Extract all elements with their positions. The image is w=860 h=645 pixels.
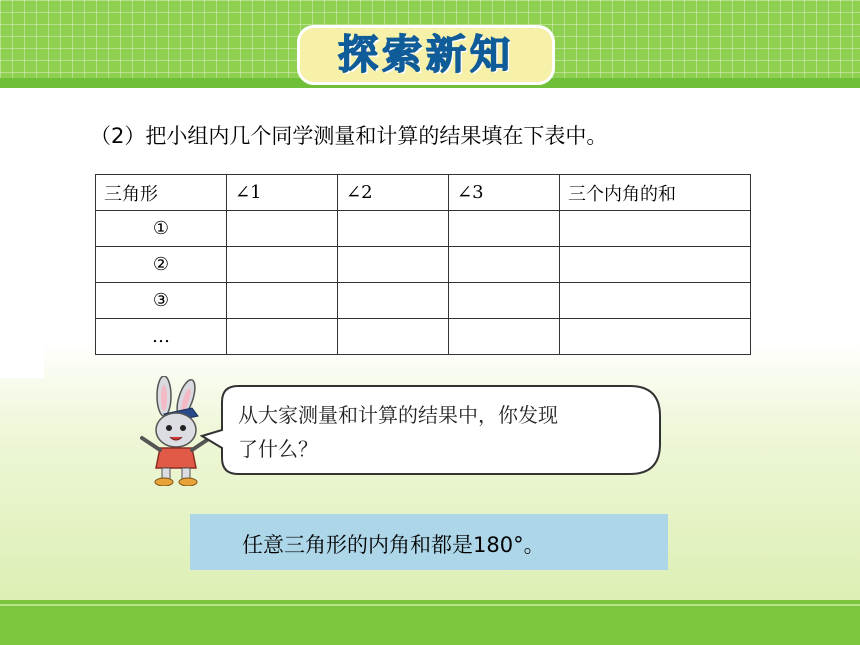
table-cell [560, 283, 751, 319]
question-text: （2）把小组内几个同学测量和计算的结果填在下表中。 [90, 124, 608, 148]
footer-bar [0, 600, 860, 645]
row-label: ① [96, 211, 227, 247]
table-cell [449, 319, 560, 355]
table-header-row [96, 175, 751, 211]
table-cell [227, 247, 338, 283]
header-cell-angle-3: ∠3 [449, 175, 560, 211]
table-cell [560, 211, 751, 247]
header-cell-angle-2: ∠2 [338, 175, 449, 211]
page-title: 探索新知 [338, 32, 514, 78]
table-cell [227, 211, 338, 247]
table-cell [449, 247, 560, 283]
header-cell-triangle: 三角形 [96, 175, 227, 211]
table-row [96, 247, 751, 283]
row-label: ③ [96, 283, 227, 319]
header-cell-angle-sum: 三个内角的和 [560, 175, 751, 211]
table-cell [227, 319, 338, 355]
table-cell [338, 319, 449, 355]
row-label: … [96, 319, 227, 355]
speech-bubble-text [238, 398, 658, 466]
speech-line-2: 了什么？ [238, 437, 318, 461]
header-cell-angle-1: ∠1 [227, 175, 338, 211]
table-cell [227, 283, 338, 319]
table-cell [449, 283, 560, 319]
results-table [95, 174, 751, 355]
table-row [96, 283, 751, 319]
table-cell [338, 283, 449, 319]
speech-line-1: 从大家测量和计算的结果中，你发现 [238, 403, 558, 427]
footer-divider [0, 604, 860, 606]
table-row [96, 319, 751, 355]
left-margin-panel [0, 88, 44, 378]
table-cell [449, 211, 560, 247]
table-row [96, 211, 751, 247]
table-cell [560, 319, 751, 355]
row-label: ② [96, 247, 227, 283]
table-cell [560, 247, 751, 283]
table-cell [338, 247, 449, 283]
table-cell [338, 211, 449, 247]
answer-text: 任意三角形的内角和都是180°。 [242, 533, 545, 557]
